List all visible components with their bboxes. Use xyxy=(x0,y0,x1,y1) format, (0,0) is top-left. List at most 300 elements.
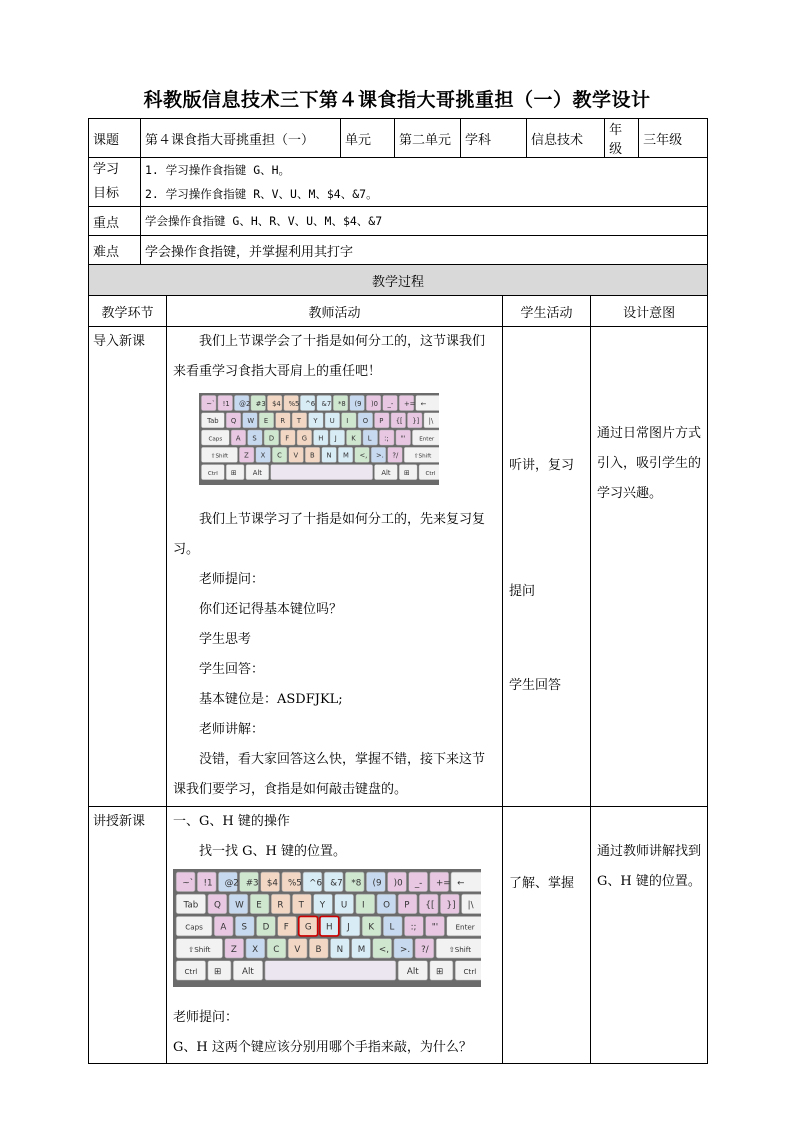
key-label: U xyxy=(329,417,335,426)
key-label: I xyxy=(346,417,349,426)
key-Alt xyxy=(374,465,397,480)
key-%5 xyxy=(284,395,300,410)
key-{[ xyxy=(391,413,406,428)
key-|\ xyxy=(424,413,439,428)
key-⊞ xyxy=(226,465,244,480)
key-label: S xyxy=(241,922,248,933)
key-Caps xyxy=(201,430,229,445)
key-J xyxy=(341,916,360,935)
key-U xyxy=(325,413,340,428)
key-label: Z xyxy=(244,451,249,460)
key-label: >. xyxy=(375,451,384,460)
key-U xyxy=(335,894,354,913)
key-?/ xyxy=(415,939,434,958)
key-label: <, xyxy=(359,451,368,460)
key-⊞ xyxy=(208,961,231,980)
key-Enter xyxy=(447,916,481,935)
key-S xyxy=(235,916,254,935)
key-V xyxy=(289,447,304,462)
key-label: V xyxy=(294,944,301,955)
key-label: (9 xyxy=(354,399,362,408)
key-label: "' xyxy=(400,434,406,443)
key-label: |\ xyxy=(467,900,474,911)
key-}] xyxy=(440,894,459,913)
key-label: &7 xyxy=(330,878,343,889)
key-(9 xyxy=(350,395,365,410)
intro-paragraph-7: 基本键位是：ASDFJKL; xyxy=(199,692,343,707)
key-label: J xyxy=(334,434,337,443)
key-^6 xyxy=(300,395,315,410)
key-X xyxy=(246,939,265,958)
key-label: Tab xyxy=(183,900,199,911)
key-I xyxy=(356,894,375,913)
key-Z xyxy=(239,447,254,462)
key-label: Tab xyxy=(207,417,219,426)
key-label: >. xyxy=(400,944,411,955)
key-label: V xyxy=(293,451,299,460)
key-label: (9 xyxy=(372,878,382,889)
key-label: :; xyxy=(384,434,389,443)
key-label: ← xyxy=(457,878,465,889)
key-⇧Shift xyxy=(404,447,439,462)
student-activity-intro xyxy=(503,327,591,807)
key-T xyxy=(292,894,311,913)
key-label: Alt xyxy=(252,468,262,477)
key-C xyxy=(267,939,286,958)
key-label: ^6 xyxy=(305,399,316,408)
key-label: !1 xyxy=(222,399,230,408)
key-label: ~` xyxy=(206,399,216,408)
intro-paragraph-9: 没错，看大家回答这么快，掌握不错，接下来这节课我们要学习，食指是如何敲击键盘的。 xyxy=(173,752,486,797)
teaching-paragraph-1: 一、G、H 键的操作 xyxy=(173,814,290,829)
key-label: B xyxy=(310,451,315,460)
key-_- xyxy=(409,872,428,891)
key-label: W xyxy=(247,417,255,426)
key-label: $4 xyxy=(272,399,281,408)
key-label: :; xyxy=(410,922,417,933)
key-S xyxy=(248,430,263,445)
student-activity-teaching xyxy=(503,807,591,1064)
key-label: _- xyxy=(414,878,423,889)
key-label: "' xyxy=(431,922,439,933)
key-label: A xyxy=(235,434,241,443)
key-label: C xyxy=(277,451,282,460)
key-label: N xyxy=(326,451,332,460)
key-Alt xyxy=(246,465,269,480)
key-label: Alt xyxy=(242,967,254,978)
key-label: |\ xyxy=(428,417,434,426)
teaching-paragraph-4: G、H 这两个键应该分别用哪个手指来敲，为什么？ xyxy=(173,1040,472,1055)
key-label: += xyxy=(403,399,416,408)
key-label: )0 xyxy=(371,399,378,408)
key-label: #3 xyxy=(245,878,259,889)
key-label: M xyxy=(357,944,366,955)
key-R xyxy=(276,413,291,428)
key->. xyxy=(394,939,413,958)
objectives-row xyxy=(89,158,708,207)
objective-2: 2. 学习操作食指键 R、V、U、M、$4、&7。 xyxy=(145,187,378,201)
key-Ctrl xyxy=(176,961,205,980)
key-label: U xyxy=(340,900,348,911)
key-label: Enter xyxy=(455,922,475,932)
lesson-row-teaching xyxy=(89,807,708,1064)
key-F xyxy=(281,430,296,445)
key-label: }] xyxy=(446,900,456,911)
key-G xyxy=(297,430,312,445)
key-⇧Shift xyxy=(201,447,237,462)
intro-paragraph-2: 我们上节课学习了十指是如何分工的，先来复习复习。 xyxy=(173,512,486,557)
intro-paragraph-4: 你们还记得基本键位吗？ xyxy=(199,602,343,617)
key-:; xyxy=(379,430,394,445)
key-label: ⇧Shift xyxy=(210,453,229,460)
key-label: X xyxy=(252,944,259,955)
key-$4 xyxy=(267,395,282,410)
keyboard-diagram-1 xyxy=(199,393,439,485)
key-Enter xyxy=(412,430,439,445)
key-Tab xyxy=(176,894,205,913)
key-label: X xyxy=(260,451,266,460)
key-G xyxy=(299,916,318,935)
key-~` xyxy=(201,395,216,410)
key-Y xyxy=(309,413,324,428)
key-(9 xyxy=(366,872,385,891)
key-C xyxy=(272,447,287,462)
column-header-row xyxy=(89,296,708,327)
key-label: Alt xyxy=(381,468,391,477)
key-W xyxy=(229,894,248,913)
key-<, xyxy=(355,447,370,462)
key-!1 xyxy=(218,395,233,410)
key-label: ⊞ xyxy=(214,967,222,978)
key-label: P xyxy=(404,900,410,911)
key-label: %5 xyxy=(288,878,302,889)
intent-text-teaching: 通过教师讲解找到 G、H 键的位置。 xyxy=(597,844,702,889)
column-student: 学生活动 xyxy=(503,296,591,327)
key-E xyxy=(259,413,274,428)
key-space xyxy=(271,465,373,480)
key-D xyxy=(264,430,279,445)
grade-label: 年级 xyxy=(605,119,639,158)
objectives-label: 学习 目标 xyxy=(89,158,141,207)
key-label: G xyxy=(304,922,312,933)
key-A xyxy=(231,430,246,445)
difficulty-value: 学会操作食指键，并掌握利用其打字 xyxy=(141,236,708,265)
key-R xyxy=(271,894,290,913)
key-{[ xyxy=(419,894,438,913)
unit-value: 第二单元 xyxy=(395,119,461,158)
key-)0 xyxy=(388,872,407,891)
course-label: 课题 xyxy=(89,119,141,158)
key-label: ⇧Shift xyxy=(188,944,211,954)
key-label: T xyxy=(296,417,301,426)
key-label: Y xyxy=(313,417,318,426)
key-&7 xyxy=(317,395,332,410)
key-label: ⇧Shift xyxy=(413,453,432,460)
key-label: Ctrl xyxy=(184,967,198,977)
key-!1 xyxy=(197,872,216,891)
key-:; xyxy=(404,916,423,935)
key-label: Caps xyxy=(208,436,223,443)
key-label: N xyxy=(336,944,344,955)
key-label: S xyxy=(252,434,257,443)
key-E xyxy=(250,894,269,913)
key-label: }] xyxy=(412,417,420,426)
key-@2 xyxy=(234,395,250,410)
key-label: Alt xyxy=(406,967,419,978)
keyboard-image-1 xyxy=(199,393,496,497)
key-label: T xyxy=(298,900,304,911)
key-label: $4 xyxy=(266,878,278,889)
process-title: 教学过程 xyxy=(89,265,708,296)
key-points-value: 学会操作食指键 G、H、R、V、U、M、$4、&7 xyxy=(141,207,708,236)
key-L xyxy=(363,430,378,445)
key-W xyxy=(243,413,258,428)
key-label: {[ xyxy=(425,900,435,911)
key-F xyxy=(278,916,297,935)
intro-paragraph-1: 我们上节课学会了十指是如何分工的，这节课我们来看重学习食指大哥肩上的重任吧！ xyxy=(173,334,486,379)
key-J xyxy=(330,430,345,445)
subject-value: 信息技术 xyxy=(527,119,605,158)
key-label: P xyxy=(379,417,384,426)
key-Z xyxy=(225,939,244,958)
key-#3 xyxy=(251,395,266,410)
key-label: E xyxy=(256,900,262,911)
key-O xyxy=(377,894,396,913)
difficulty-row xyxy=(89,236,708,265)
student-activity-teaching-1: 了解、掌握 xyxy=(509,876,575,891)
key-label: #3 xyxy=(255,399,266,408)
key-label: ← xyxy=(420,399,427,408)
key-label: ⊞ xyxy=(403,468,410,477)
key-_- xyxy=(383,395,398,410)
teacher-activity-teaching xyxy=(167,807,503,1064)
key-label: D xyxy=(268,434,275,443)
key-label: ~` xyxy=(182,878,194,889)
key-^6 xyxy=(303,872,322,891)
key-L xyxy=(383,916,402,935)
key-*8 xyxy=(333,395,348,410)
key-Alt xyxy=(233,961,262,980)
key-label: C xyxy=(273,944,280,955)
column-teacher: 教师活动 xyxy=(167,296,503,327)
column-stage: 教学环节 xyxy=(89,296,167,327)
key-A xyxy=(214,916,233,935)
intro-paragraph-8: 老师讲解： xyxy=(199,722,265,737)
key-⇧Shift xyxy=(436,939,481,958)
keyboard-image-2 xyxy=(173,869,496,999)
teaching-paragraph-3: 老师提问： xyxy=(173,1010,239,1025)
key-Ctrl xyxy=(419,465,439,480)
key-⊞ xyxy=(399,465,417,480)
key-⊞ xyxy=(430,961,453,980)
key->. xyxy=(371,447,386,462)
key-+= xyxy=(399,395,415,410)
grade-value: 三年级 xyxy=(639,119,708,158)
key-label: ⊞ xyxy=(230,468,237,477)
key-K xyxy=(346,430,361,445)
lesson-row-intro xyxy=(89,327,708,807)
key-M xyxy=(352,939,371,958)
key-points-label: 重点 xyxy=(89,207,141,236)
key-label: ^6 xyxy=(309,878,323,889)
key-label: H xyxy=(318,434,324,443)
key-O xyxy=(358,413,373,428)
objective-1: 1. 学习操作食指键 G、H。 xyxy=(145,163,291,177)
key-@2 xyxy=(218,872,238,891)
key-*8 xyxy=(345,872,364,891)
key-label: K xyxy=(368,922,375,933)
key-label: F xyxy=(283,922,289,933)
key-H xyxy=(320,916,339,935)
difficulty-label: 难点 xyxy=(89,236,141,265)
key-label: ?/ xyxy=(392,451,399,460)
key-I xyxy=(341,413,356,428)
key-#3 xyxy=(240,872,259,891)
objectives-content xyxy=(141,158,708,207)
key-~` xyxy=(176,872,195,891)
key-label: L xyxy=(389,922,395,933)
student-activity-2: 提问 xyxy=(509,584,536,599)
key-"' xyxy=(426,916,445,935)
key-label: {[ xyxy=(395,417,403,426)
key-label: R xyxy=(280,417,286,426)
key-Ctrl xyxy=(201,465,224,480)
key-label: R xyxy=(277,900,284,911)
key-label: Z xyxy=(230,944,237,955)
key-label: G xyxy=(301,434,308,443)
key-← xyxy=(451,872,481,891)
student-activity-1: 听讲，复习 xyxy=(509,458,575,473)
intent-text-intro: 通过日常图片方式引入，吸引学生的学习兴趣。 xyxy=(597,426,702,501)
key-D xyxy=(256,916,275,935)
key-label: A xyxy=(220,922,227,933)
key-|\ xyxy=(462,894,481,913)
key-label: L xyxy=(367,434,372,443)
key-P xyxy=(374,413,389,428)
key-label: &7 xyxy=(321,399,332,408)
column-intent: 设计意图 xyxy=(591,296,708,327)
key-Caps xyxy=(176,916,212,935)
key-label: Caps xyxy=(185,922,203,932)
key-label: Ctrl xyxy=(463,967,477,977)
key-label: B xyxy=(315,944,322,955)
key-label: @2 xyxy=(224,878,239,889)
key-?/ xyxy=(388,447,403,462)
keyboard-diagram-2 xyxy=(173,869,481,987)
key-← xyxy=(416,395,439,410)
key-$4 xyxy=(261,872,280,891)
key-B xyxy=(305,447,320,462)
key-X xyxy=(256,447,271,462)
key-label: K xyxy=(351,434,356,443)
key-label: _- xyxy=(387,399,394,408)
key-label: O xyxy=(383,900,391,911)
design-intent-teaching xyxy=(591,807,708,1064)
intro-paragraph-6: 学生回答： xyxy=(199,662,265,677)
key-Q xyxy=(226,413,241,428)
key-B xyxy=(309,939,328,958)
key-Q xyxy=(208,894,227,913)
key-label: Y xyxy=(319,900,326,911)
key-label: <, xyxy=(378,944,389,955)
key-label: M xyxy=(342,451,349,460)
key-Tab xyxy=(201,413,224,428)
key-label: *8 xyxy=(351,878,362,889)
header-row xyxy=(89,119,708,158)
key-H xyxy=(313,430,328,445)
key-label: E xyxy=(263,417,269,426)
key-N xyxy=(330,939,349,958)
key-"' xyxy=(396,430,411,445)
key-K xyxy=(362,916,381,935)
key-+= xyxy=(430,872,451,891)
key-label: H xyxy=(326,922,333,933)
key-label: @2 xyxy=(239,399,251,408)
key-label: F xyxy=(285,434,290,443)
key-V xyxy=(288,939,307,958)
key-)0 xyxy=(366,395,381,410)
key-label: *8 xyxy=(338,399,346,408)
key-label: %5 xyxy=(288,399,300,408)
key-M xyxy=(338,447,353,462)
key-<, xyxy=(373,939,392,958)
key-label: !1 xyxy=(203,878,213,889)
key-label: Q xyxy=(230,417,237,426)
key-Y xyxy=(314,894,333,913)
key-N xyxy=(322,447,337,462)
intro-paragraph-5: 学生思考 xyxy=(199,632,252,647)
stage-intro: 导入新课 xyxy=(89,327,167,807)
key-%5 xyxy=(282,872,302,891)
stage-teaching: 讲授新课 xyxy=(89,807,167,1064)
intro-paragraph-3: 老师提问： xyxy=(199,572,265,587)
key-label: += xyxy=(435,878,451,889)
key-points-row xyxy=(89,207,708,236)
teacher-activity-intro xyxy=(167,327,503,807)
key-label: Enter xyxy=(419,436,435,443)
key-label: ?/ xyxy=(421,944,429,955)
teaching-paragraph-2: 找一找 G、H 键的位置。 xyxy=(199,844,346,859)
key-}] xyxy=(407,413,422,428)
unit-label: 单元 xyxy=(341,119,395,158)
key-label: I xyxy=(361,900,365,911)
key-label: W xyxy=(235,900,244,911)
key-T xyxy=(292,413,307,428)
key-label: ⊞ xyxy=(435,967,444,978)
key-label: )0 xyxy=(393,878,403,889)
key-&7 xyxy=(324,872,343,891)
key-P xyxy=(398,894,417,913)
key-label: O xyxy=(362,417,369,426)
key-Ctrl xyxy=(455,961,481,980)
key-label: Q xyxy=(214,900,221,911)
key-⇧Shift xyxy=(176,939,222,958)
key-label: D xyxy=(262,922,270,933)
key-label: Ctrl xyxy=(207,470,218,477)
student-activity-3: 学生回答 xyxy=(509,678,562,693)
process-title-row xyxy=(89,265,708,296)
design-intent-intro xyxy=(591,327,708,807)
lesson-plan-table xyxy=(88,118,708,1064)
subject-label: 学科 xyxy=(461,119,527,158)
key-Alt xyxy=(398,961,427,980)
key-space xyxy=(265,961,396,980)
key-label: Ctrl xyxy=(425,470,436,477)
course-value: 第４课食指大哥挑重担（一） xyxy=(141,119,341,158)
key-label: ⇧Shift xyxy=(448,944,472,954)
key-label: J xyxy=(347,922,350,933)
document-title: 科教版信息技术三下第４课食指大哥挑重担（一）教学设计 xyxy=(143,89,651,111)
